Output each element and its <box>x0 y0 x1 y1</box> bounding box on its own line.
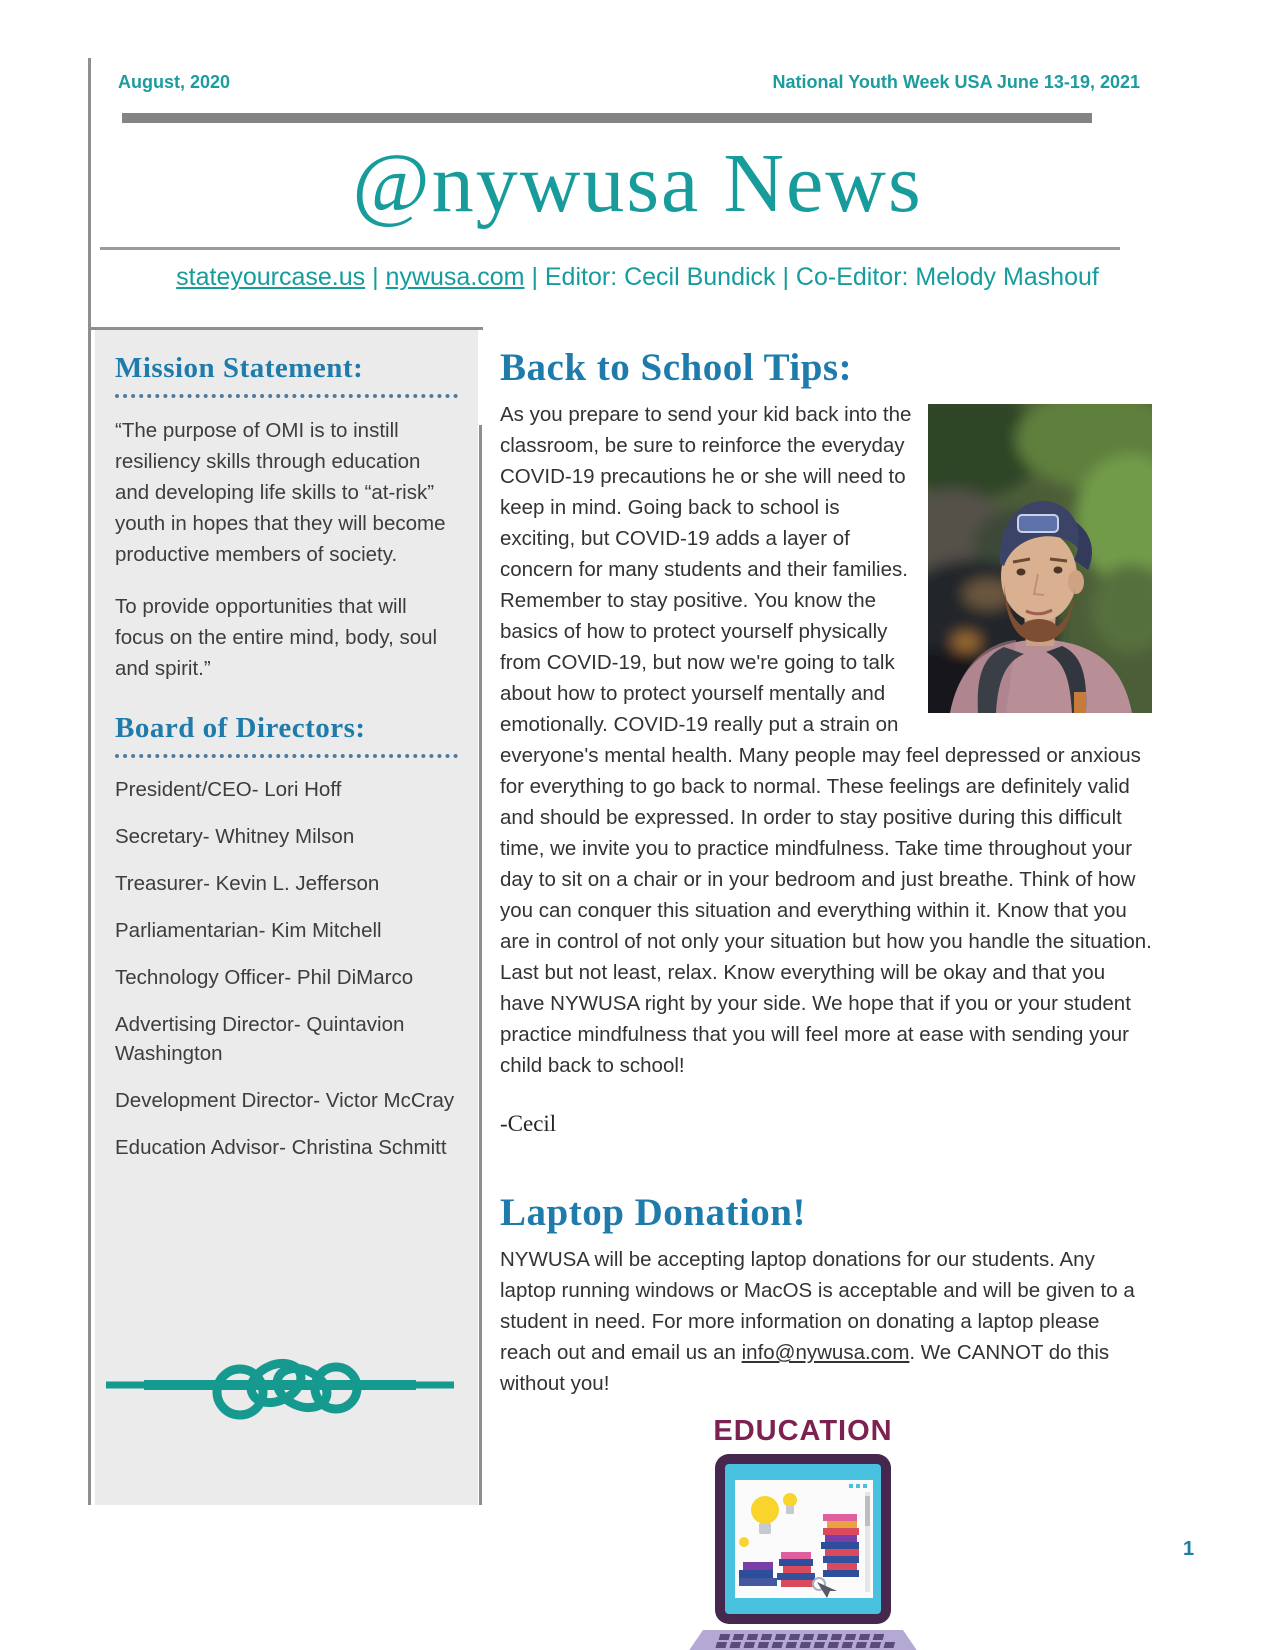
board-member: Secretary- Whitney Milson <box>115 825 355 848</box>
student-photo <box>928 404 1152 713</box>
header-rule-thick <box>122 113 1092 123</box>
sidebar <box>95 330 478 1505</box>
laptop-text-after: . We CANNOT do this without you! <box>500 1341 1110 1395</box>
masthead-byline <box>0 263 1275 292</box>
email-link[interactable]: info@nywusa.com <box>741 1341 910 1364</box>
mission-heading: Mission Statement: <box>115 352 364 384</box>
page-number: 1 <box>1183 1538 1195 1560</box>
byline-editors: | Editor: Cecil Bundick | Co-Editor: Melody Mashouf <box>524 263 1099 291</box>
back-to-school-body <box>500 399 1152 1081</box>
left-page-rule <box>88 58 91 1505</box>
board-list <box>115 775 458 1162</box>
rope-knot-icon <box>104 1350 456 1420</box>
newsletter-title: @nywusa News <box>352 137 923 230</box>
dotted-divider <box>115 754 458 758</box>
issue-date: August, 2020 <box>118 72 231 92</box>
byline-separator: | <box>365 263 386 291</box>
mission-paragraph: To provide opportunities that will focus on the entire mind, body, soul and spirit.” <box>115 595 438 680</box>
board-member: Development Director- Victor McCray <box>115 1089 455 1112</box>
board-member: President/CEO- Lori Hoff <box>115 778 342 801</box>
board-heading: Board of Directors: <box>115 712 366 744</box>
education-illustration <box>668 1415 938 1650</box>
education-label: EDUCATION <box>713 1415 893 1447</box>
laptop-donation-heading: Laptop Donation! <box>500 1191 806 1234</box>
laptop-donation-body <box>500 1244 1152 1399</box>
laptop-icon <box>673 1452 933 1650</box>
event-banner: National Youth Week USA June 13-19, 2021 <box>772 72 1140 92</box>
board-member: Treasurer- Kevin L. Jefferson <box>115 872 380 895</box>
laptop-text-before: NYWUSA will be accepting laptop donations for our students. Any laptop running windows or MacOS is acceptable and will be given to a student in need. For more information on donating a laptop please reach out and email us an <box>500 1248 1135 1364</box>
board-member: Education Advisor- Christina Schmitt <box>115 1136 447 1159</box>
board-member: Technology Officer- Phil DiMarco <box>115 966 414 989</box>
back-to-school-heading: Back to School Tips: <box>500 346 853 389</box>
link-stateyourcase[interactable]: stateyourcase.us <box>176 263 366 291</box>
back-to-school-text: As you prepare to send your kid back into the classroom, be sure to reinforce the everyday COVID-19 precautions he or she will need to keep in mind. Going back to school is exciting, but COVID-19 adds a layer of concern for many students and their families. Remember to stay positive. You know the basics of how to protect yourself physically from COVID-19, but now we're going to talk about how to protect yourself mentally and emotionally. COVID-19 really put a strain on everyone's mental health. Many people may feel depressed or anxious for everything to go back to normal. These feelings are definitely valid and should be expressed. In order to stay positive during this difficult time, we invite you to practice mindfulness. Take time throughout your day to sit on a chair or in your bedroom and just breathe. Think of how you can conquer this situation and everything within it. Know that you are in control of not only your situation but how you handle the situation. Last but not least, relax. Know everything will be okay and that you have NYWUSA right by your side. We hope that if you or your student practice mindfulness that you will feel more at ease with sending your child back to school! <box>500 403 1152 1077</box>
board-member: Advertising Director- Quintavion Washington <box>115 1013 405 1065</box>
link-nywusa[interactable]: nywusa.com <box>385 263 525 291</box>
column-divider-rule <box>479 425 482 1505</box>
header-rule-thin <box>100 247 1120 250</box>
mission-paragraph: “The purpose of OMI is to instill resiliency skills through education and developing life skills to “at-risk” youth in hopes that they will become productive members of society. <box>115 419 446 566</box>
article-signature: -Cecil <box>500 1111 557 1136</box>
dotted-divider <box>115 394 458 398</box>
main-column <box>500 346 1152 1650</box>
board-member: Parliamentarian- Kim Mitchell <box>115 919 382 942</box>
